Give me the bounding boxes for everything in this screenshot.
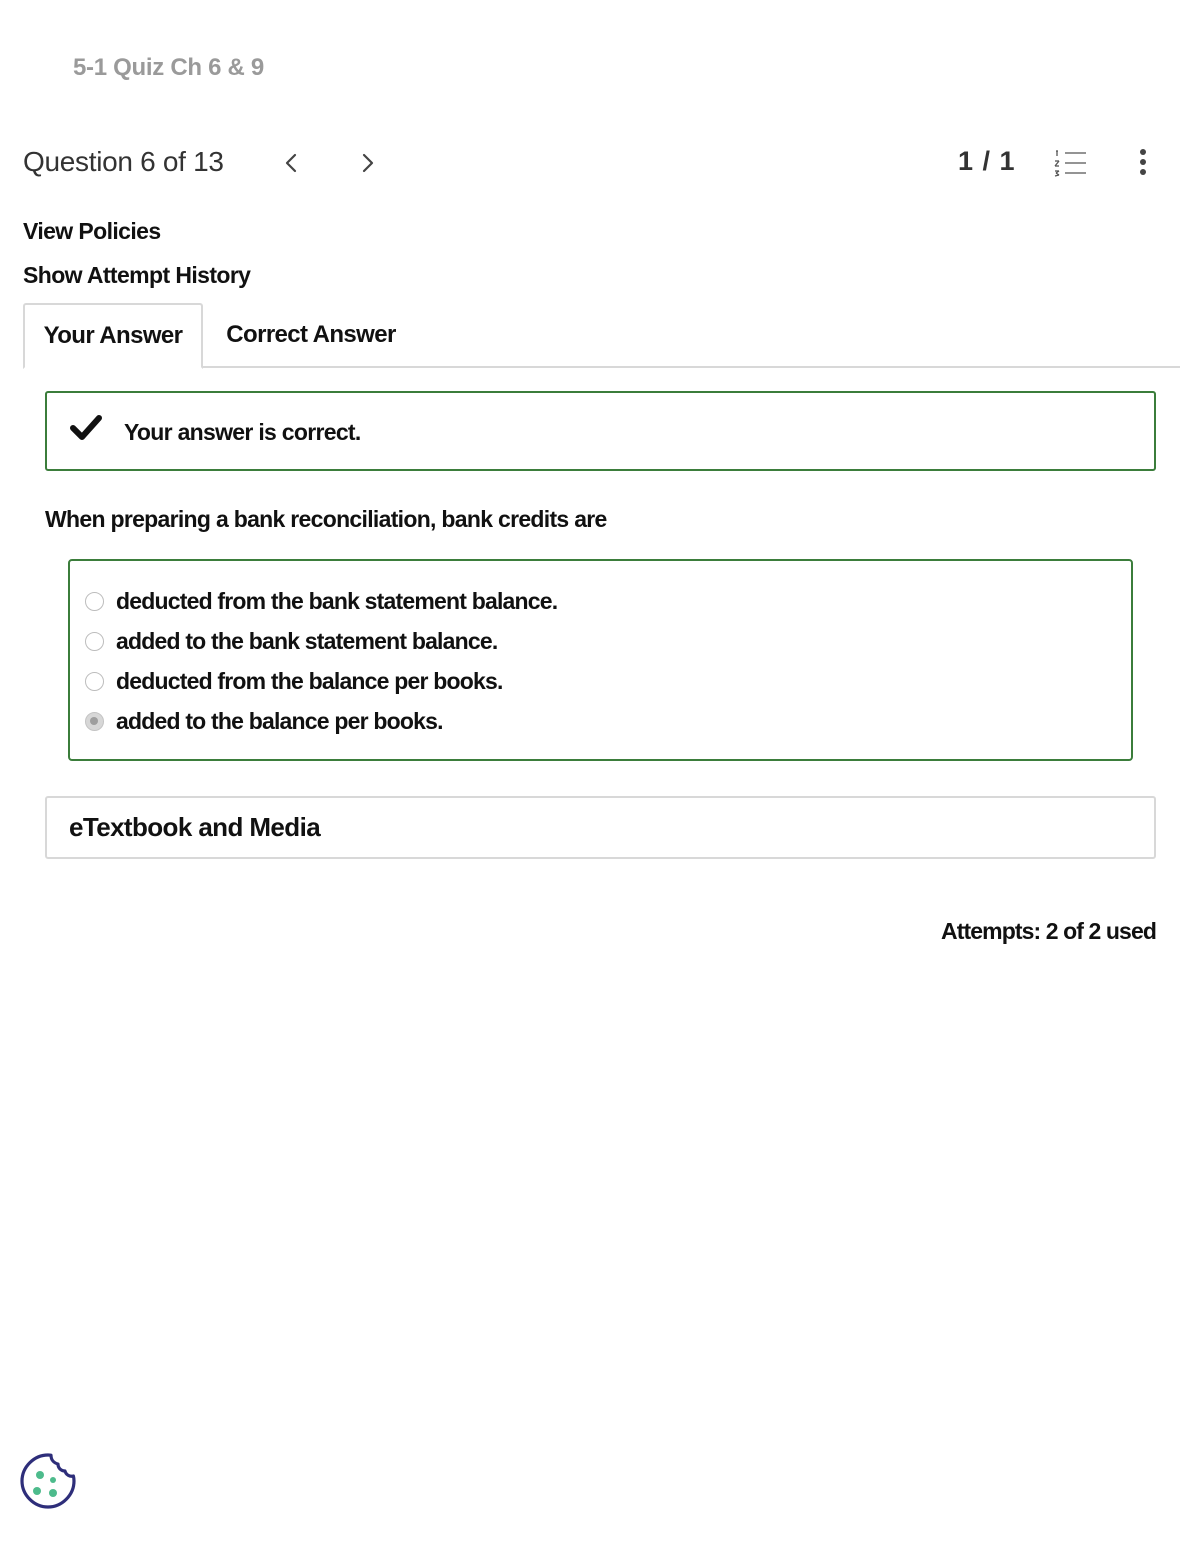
more-options-button[interactable] — [1130, 146, 1156, 180]
next-question-button[interactable] — [353, 148, 383, 178]
answer-feedback-banner — [45, 391, 1156, 471]
cookie-icon — [16, 1449, 80, 1513]
attempts-counter: Attempts: 2 of 2 used — [941, 918, 1156, 944]
question-header — [0, 138, 1200, 188]
tab-your-answer[interactable]: Your Answer — [23, 303, 203, 369]
answer-options — [68, 559, 1133, 761]
answer-option[interactable] — [85, 586, 557, 616]
question-counter: Question 6 of 13 — [23, 146, 224, 177]
answer-option[interactable] — [85, 706, 443, 736]
view-policies-link[interactable]: View Policies — [23, 218, 161, 244]
answer-option[interactable] — [85, 666, 503, 696]
feedback-message: Your answer is correct. — [124, 419, 361, 445]
question-text: When preparing a bank reconciliation, bank credits are — [45, 506, 607, 532]
answer-option-label: deducted from the bank statement balance. — [116, 587, 558, 614]
cookie-settings-button[interactable] — [16, 1449, 80, 1513]
show-attempt-history-link[interactable]: Show Attempt History — [23, 262, 251, 288]
question-list-button[interactable] — [1053, 148, 1089, 178]
radio-button[interactable] — [85, 672, 104, 691]
tab-correct-answer[interactable]: Correct Answer — [226, 321, 396, 348]
radio-button-selected[interactable] — [85, 712, 104, 731]
previous-question-button[interactable] — [276, 148, 306, 178]
etextbook-media-panel[interactable] — [45, 796, 1156, 859]
etextbook-media-label: eTextbook and Media — [69, 812, 321, 842]
answer-tabs — [23, 303, 1180, 368]
radio-button[interactable] — [85, 592, 104, 611]
checkmark-icon — [69, 413, 103, 443]
more-vertical-icon — [1130, 146, 1156, 180]
numbered-list-icon — [1053, 148, 1089, 178]
answer-option-label: added to the bank statement balance. — [116, 627, 498, 654]
radio-button[interactable] — [85, 632, 104, 651]
answer-option-label: added to the balance per books. — [116, 707, 443, 734]
chevron-left-icon — [284, 152, 298, 174]
quiz-title: 5-1 Quiz Ch 6 & 9 — [73, 54, 264, 81]
question-score: 1 / 1 — [958, 146, 1016, 176]
chevron-right-icon — [361, 152, 375, 174]
answer-option[interactable] — [85, 626, 497, 656]
answer-option-label: deducted from the balance per books. — [116, 667, 503, 694]
